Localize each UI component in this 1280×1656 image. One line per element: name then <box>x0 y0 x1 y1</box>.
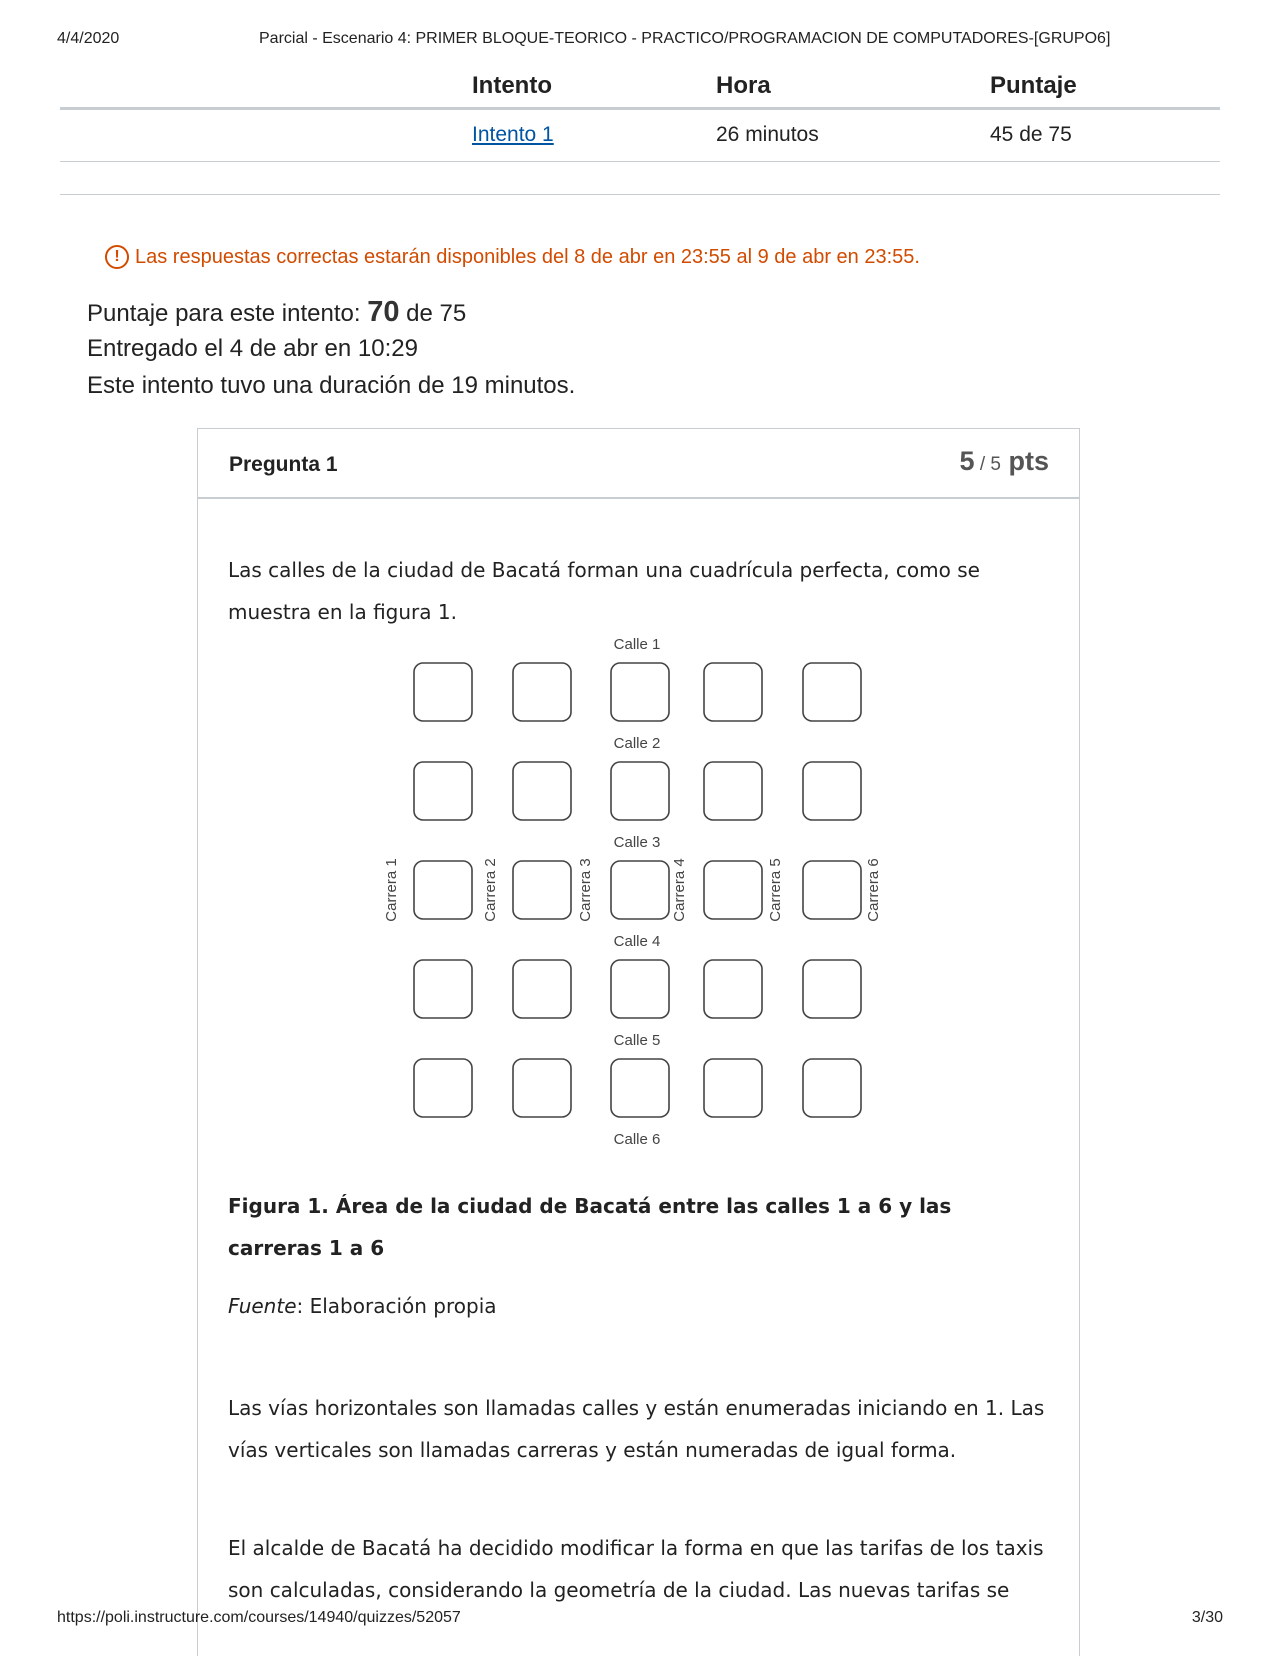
city-block <box>803 960 861 1018</box>
figure-source <box>228 1285 1049 1327</box>
points-possible: / 5 <box>974 454 1001 475</box>
carrera-label: Carrera 2 <box>482 858 499 922</box>
score-line <box>87 297 575 334</box>
question-body <box>198 499 1079 1611</box>
city-block <box>414 762 472 820</box>
header-intento: Intento <box>472 72 552 99</box>
city-grid-figure <box>198 633 1081 1173</box>
figure-caption: Figura 1. Área de la ciudad de Bacatá entre las calles 1 a 6 y las carreras 1 a 6 <box>228 1194 952 1260</box>
score-label: Puntaje para este intento: <box>87 300 368 327</box>
attempt-time: 26 minutos <box>716 123 819 146</box>
city-block <box>611 960 669 1018</box>
city-block <box>513 960 571 1018</box>
score-total: de 75 <box>399 300 467 327</box>
header-hora: Hora <box>716 72 771 99</box>
divider <box>60 162 1220 195</box>
attempt-link[interactable]: Intento 1 <box>472 123 554 146</box>
city-block <box>803 762 861 820</box>
print-page-number: 3/30 <box>1191 1609 1223 1626</box>
question-paragraph-3: El alcalde de Bacatá ha decidido modificar la forma en que las tarifas de los taxis son calculadas, considerando la geometría de la ciudad. Las nuevas tarifas se <box>228 1536 1044 1602</box>
city-block <box>803 861 861 919</box>
city-block <box>414 960 472 1018</box>
city-block <box>414 861 472 919</box>
score-info <box>87 297 575 408</box>
city-block <box>704 861 762 919</box>
question-intro: Las calles de la ciudad de Bacatá forman una cuadrícula perfecta, como se muestra en la figura 1. <box>228 558 980 624</box>
city-block <box>611 861 669 919</box>
print-title: Parcial - Escenario 4: PRIMER BLOQUE-TEORICO - PRACTICO/PROGRAMACION DE COMPUTADORES-[GRUPO6] <box>259 30 1111 47</box>
points-earned: 5 <box>959 446 975 476</box>
attempts-table-header <box>60 62 1220 110</box>
carrera-label: Carrera 6 <box>865 858 882 922</box>
calle-label: Calle 4 <box>613 933 661 950</box>
question-header <box>198 429 1079 499</box>
source-text: : Elaboración propia <box>296 1294 497 1318</box>
table-row <box>60 110 1220 162</box>
city-block <box>704 960 762 1018</box>
calle-label: Calle 3 <box>613 834 661 851</box>
carrera-label: Carrera 4 <box>671 858 688 922</box>
city-block <box>704 1059 762 1117</box>
carrera-label: Carrera 5 <box>767 858 784 922</box>
print-url: https://poli.instructure.com/courses/14940/quizzes/52057 <box>57 1609 461 1626</box>
city-block <box>513 663 571 721</box>
calle-label: Calle 2 <box>613 735 661 752</box>
header-puntaje: Puntaje <box>990 72 1077 99</box>
source-label: Fuente <box>228 1294 297 1318</box>
city-block <box>513 1059 571 1117</box>
duration-line: Este intento tuvo una duración de 19 minutos. <box>87 372 576 399</box>
city-block <box>414 1059 472 1117</box>
question-box <box>197 428 1080 1656</box>
notice-text: Las respuestas correctas estarán disponibles del 8 de abr en 23:55 al 9 de abr en 23:55. <box>135 245 920 268</box>
calle-label: Calle 6 <box>613 1131 661 1148</box>
city-block <box>611 762 669 820</box>
print-date: 4/4/2020 <box>57 30 120 47</box>
score-value: 70 <box>367 296 400 328</box>
question-title: Pregunta 1 <box>229 453 338 476</box>
city-block <box>803 1059 861 1117</box>
city-block <box>611 663 669 721</box>
city-block <box>704 663 762 721</box>
answers-notice <box>105 245 920 269</box>
city-grid-svg <box>198 633 1081 1173</box>
city-block <box>513 861 571 919</box>
calle-label: Calle 1 <box>613 636 661 653</box>
attempt-score: 45 de 75 <box>990 123 1072 146</box>
city-block <box>611 1059 669 1117</box>
city-block <box>513 762 571 820</box>
attempts-table <box>60 62 1220 195</box>
submitted-line: Entregado el 4 de abr en 10:29 <box>87 335 418 362</box>
city-block <box>803 663 861 721</box>
carrera-label: Carrera 3 <box>577 858 594 922</box>
warning-circle-icon: ! <box>105 245 129 269</box>
calle-label: Calle 5 <box>613 1032 661 1049</box>
city-block <box>704 762 762 820</box>
city-block <box>414 663 472 721</box>
carrera-label: Carrera 1 <box>383 858 400 922</box>
points-unit: pts <box>1000 446 1049 476</box>
question-points <box>960 446 1049 477</box>
question-paragraph-2: Las vías horizontales son llamadas calles y están enumeradas iniciando en 1. Las vías verticales son llamadas carreras y están numeradas de igual forma. <box>228 1396 1045 1462</box>
